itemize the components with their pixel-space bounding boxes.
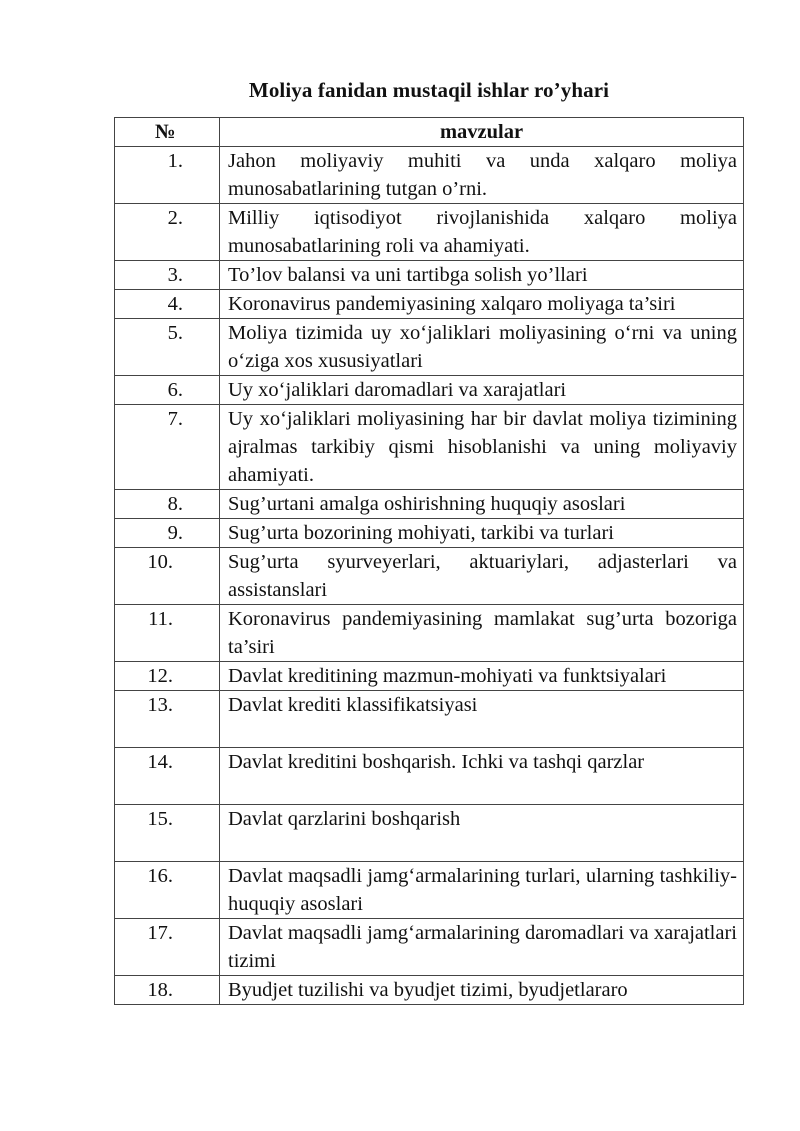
row-topic: Koronavirus pandemiyasining xalqaro moliyaga ta’siri	[220, 290, 744, 319]
row-topic: Sug’urta bozorining mohiyati, tarkibi va turlari	[220, 519, 744, 548]
column-header-number: №	[115, 118, 220, 147]
row-topic: Davlat qarzlarini boshqarish	[220, 805, 744, 862]
table-header-row	[115, 118, 744, 147]
table-row	[115, 605, 744, 662]
row-topic: Davlat maqsadli jamg‘armalarining turlari, ularning tashkiliy-huquqiy asoslari	[220, 862, 744, 919]
table-row	[115, 919, 744, 976]
table-row	[115, 662, 744, 691]
row-number: 16.	[115, 862, 220, 919]
row-topic: To’lov balansi va uni tartibga solish yo’llari	[220, 261, 744, 290]
table-row	[115, 862, 744, 919]
table-row	[115, 147, 744, 204]
row-number: 7.	[115, 405, 220, 490]
page-title: Moliya fanidan mustaqil ishlar ro’yhari	[248, 78, 610, 102]
row-topic: Moliya tizimida uy xo‘jaliklari moliyasining o‘rni va uning o‘ziga xos xususiyatlari	[220, 319, 744, 376]
row-number: 17.	[115, 919, 220, 976]
row-topic: Milliy iqtisodiyot rivojlanishida xalqaro moliya munosabatlarining roli va ahamiyati.	[220, 204, 744, 261]
row-number: 13.	[115, 691, 220, 748]
row-number: 12.	[115, 662, 220, 691]
row-topic: Uy xo‘jaliklari daromadlari va xarajatlari	[220, 376, 744, 405]
row-topic: Sug’urta syurveyerlari, aktuariylari, adjasterlari va assistanslari	[220, 548, 744, 605]
row-number: 14.	[115, 748, 220, 805]
row-topic: Jahon moliyaviy muhiti va unda xalqaro moliya munosabatlarining tutgan o’rni.	[220, 147, 744, 204]
table-row	[115, 319, 744, 376]
row-topic: Davlat maqsadli jamg‘armalarining daromadlari va xarajatlari tizimi	[220, 919, 744, 976]
row-number: 6.	[115, 376, 220, 405]
row-number: 9.	[115, 519, 220, 548]
row-topic: Davlat krediti klassifikatsiyasi	[220, 691, 744, 748]
table-row	[115, 376, 744, 405]
row-number: 2.	[115, 204, 220, 261]
table-row	[115, 519, 744, 548]
row-number: 10.	[115, 548, 220, 605]
row-number: 3.	[115, 261, 220, 290]
row-topic: Uy xo‘jaliklari moliyasining har bir davlat moliya tizimining ajralmas tarkibiy qismi hisoblanishi va uning moliyaviy ahamiyati.	[220, 405, 744, 490]
row-topic: Sug’urtani amalga oshirishning huquqiy asoslari	[220, 490, 744, 519]
table-row	[115, 204, 744, 261]
table-row	[115, 490, 744, 519]
table-row	[115, 261, 744, 290]
row-number: 1.	[115, 147, 220, 204]
table-row	[115, 805, 744, 862]
table-row	[115, 548, 744, 605]
row-topic: Davlat kreditini boshqarish. Ichki va tashqi qarzlar	[220, 748, 744, 805]
column-header-topic: mavzular	[220, 118, 744, 147]
row-number: 15.	[115, 805, 220, 862]
table-row	[115, 290, 744, 319]
row-number: 4.	[115, 290, 220, 319]
row-number: 18.	[115, 976, 220, 1005]
row-number: 11.	[115, 605, 220, 662]
row-topic: Byudjet tuzilishi va byudjet tizimi, byudjetlararo	[220, 976, 744, 1005]
table-row	[115, 405, 744, 490]
table-row	[115, 748, 744, 805]
topics-table	[114, 117, 744, 1005]
row-number: 5.	[115, 319, 220, 376]
row-number: 8.	[115, 490, 220, 519]
row-topic: Koronavirus pandemiyasining mamlakat sug’urta bozoriga ta’siri	[220, 605, 744, 662]
table-row	[115, 976, 744, 1005]
table-row	[115, 691, 744, 748]
row-topic: Davlat kreditining mazmun-mohiyati va funktsiyalari	[220, 662, 744, 691]
